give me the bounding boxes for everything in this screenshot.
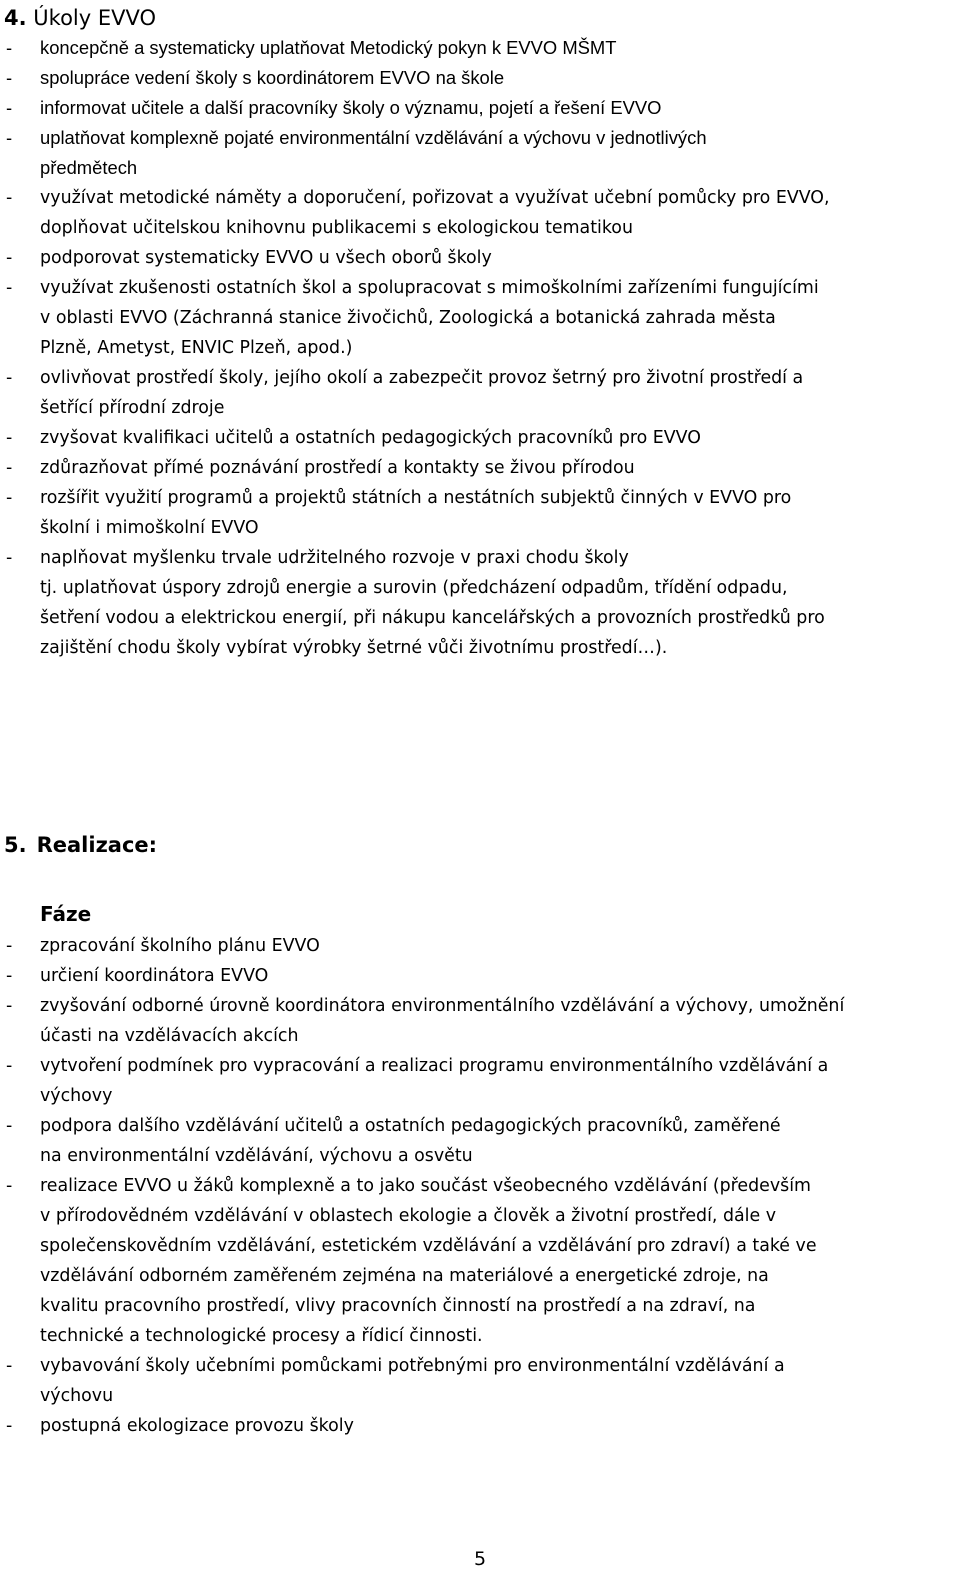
phase-item xyxy=(0,1171,844,1351)
list-item-line: společenskovědním vzdělávání, estetickém vzdělávání a vzdělávání pro zdraví) a také ve xyxy=(40,1236,817,1256)
section-4-title: Úkoly EVVO xyxy=(33,6,157,30)
list-item-line: zpracování školního plánu EVVO xyxy=(40,936,320,956)
list-item-line: zvyšovat kvalifikaci učitelů a ostatních pedagogických pracovníků pro EVVO xyxy=(40,428,701,448)
list-item-line: účasti na vzdělávacích akcích xyxy=(40,1026,299,1046)
list-item-line: šetřící přírodní zdroje xyxy=(40,398,225,418)
phase-item xyxy=(0,1111,844,1171)
list-item-line: postupná ekologizace provozu školy xyxy=(40,1416,354,1436)
list-item-line: kvalitu pracovního prostředí, vlivy pracovních činností na prostředí a na zdraví, na xyxy=(40,1296,756,1316)
list-item-line: předmětech xyxy=(40,157,138,178)
list-item-line: zajištění chodu školy vybírat výrobky šetrné vůči životnímu prostředí…). xyxy=(40,638,668,658)
list-item-line: podpora dalšího vzdělávání učitelů a ostatních pedagogických pracovníků, zaměřené xyxy=(40,1116,781,1136)
list-item-line: využívat metodické náměty a doporučení, pořizovat a využívat učební pomůcky pro EVVO, xyxy=(40,188,830,208)
list-item-line: ovlivňovat prostředí školy, jejího okolí a zabezpečit provoz šetrný pro životní prostředí a xyxy=(40,368,804,388)
bullet-dash: - xyxy=(6,67,13,88)
bullet-dash: - xyxy=(6,368,13,388)
bullet-dash: - xyxy=(6,1356,13,1376)
list-item-line: v přírodovědném vzdělávání v oblastech ekologie a člověk a životní prostředí, dále v xyxy=(40,1206,777,1226)
list-item-line: technické a technologické procesy a řídicí činnosti. xyxy=(40,1326,483,1346)
phase-item xyxy=(0,991,844,1051)
list-item-line: vybavování školy učebními pomůckami potřebnými pro environmentální vzdělávání a xyxy=(40,1356,785,1376)
list-item-line: informovat učitele a další pracovníky školy o významu, pojetí a řešení EVVO xyxy=(40,97,662,118)
section-5-list xyxy=(0,931,844,1441)
bullet-dash: - xyxy=(6,1056,13,1076)
task-item xyxy=(0,273,830,363)
bullet-dash: - xyxy=(6,37,13,58)
list-item-line: Plzně, Ametyst, ENVIC Plzeň, apod.) xyxy=(40,338,353,358)
bullet-dash: - xyxy=(6,428,13,448)
list-item-line: koncepčně a systematicky uplatňovat Metodický pokyn k EVVO MŠMT xyxy=(40,37,617,58)
list-item-line: na environmentální vzdělávání, výchovu a osvětu xyxy=(40,1146,473,1166)
task-item xyxy=(0,483,830,543)
section-4-number: 4. xyxy=(4,6,27,30)
list-item-line: doplňovat učitelskou knihovnu publikacemi s ekologickou tematikou xyxy=(40,218,633,238)
list-item-line: vytvoření podmínek pro vypracování a realizaci programu environmentálního vzdělávání a xyxy=(40,1056,829,1076)
bullet-dash: - xyxy=(6,248,13,268)
bullet-dash: - xyxy=(6,97,13,118)
bullet-dash: - xyxy=(6,488,13,508)
phase-item xyxy=(0,1051,844,1111)
list-item-line: školní i mimoškolní EVVO xyxy=(40,518,259,538)
bullet-dash: - xyxy=(6,188,13,208)
page-number: 5 xyxy=(473,1548,487,1570)
list-item-line: rozšířit využití programů a projektů státních a nestátních subjektů činných v EVVO pro xyxy=(40,488,792,508)
section-4-list xyxy=(0,33,830,663)
list-item-line: určiení koordinátora EVVO xyxy=(40,966,269,986)
list-item-line: využívat zkušenosti ostatních škol a spolupracovat s mimoškolními zařízeními fungujícími xyxy=(40,278,819,298)
bullet-dash: - xyxy=(6,996,13,1016)
list-item-line: zvyšování odborné úrovně koordinátora environmentálního vzdělávání a výchovy, umožnění xyxy=(40,996,845,1016)
bullet-dash: - xyxy=(6,1416,13,1436)
phase-item xyxy=(0,1411,844,1441)
section-5-title: Realizace: xyxy=(36,833,158,857)
list-item-line: zdůrazňovat přímé poznávání prostředí a kontakty se živou přírodou xyxy=(40,458,635,478)
task-item xyxy=(0,453,830,483)
list-item-line: vzdělávání odborném zaměřeném zejména na materiálové a energetické zdroje, na xyxy=(40,1266,769,1286)
bullet-dash: - xyxy=(6,936,13,956)
phase-item xyxy=(0,961,844,991)
task-item xyxy=(0,423,830,453)
task-item xyxy=(0,123,830,183)
list-item-line: uplatňovat komplexně pojaté environmentální vzdělávání a výchovu v jednotlivých xyxy=(40,127,707,148)
task-item xyxy=(0,183,830,243)
list-item-line: realizace EVVO u žáků komplexně a to jako součást všeobecného vzdělávání (především xyxy=(40,1176,811,1196)
list-item-line: podporovat systematicky EVVO u všech oborů školy xyxy=(40,248,492,268)
bullet-dash: - xyxy=(6,966,13,986)
bullet-dash: - xyxy=(6,278,13,298)
phase-subheading: Fáze xyxy=(40,902,92,926)
bullet-dash: - xyxy=(6,127,13,148)
section-5-number: 5. xyxy=(4,833,27,857)
bullet-dash: - xyxy=(6,458,13,478)
list-item-line: naplňovat myšlenku trvale udržitelného rozvoje v praxi chodu školy xyxy=(40,548,629,568)
bullet-dash: - xyxy=(6,548,13,568)
bullet-dash: - xyxy=(6,1116,13,1136)
task-item xyxy=(0,33,830,63)
list-item-line: v oblasti EVVO (Záchranná stanice živočichů, Zoologická a botanická zahrada města xyxy=(40,308,776,328)
task-item xyxy=(0,543,830,663)
bullet-dash: - xyxy=(6,1176,13,1196)
list-item-line: tj. uplatňovat úspory zdrojů energie a surovin (předcházení odpadům, třídění odpadu, xyxy=(40,578,788,598)
list-item-line: šetření vodou a elektrickou energií, při nákupu kancelářských a provozních prostředků pro xyxy=(40,608,825,628)
list-item-line: výchovu xyxy=(40,1386,114,1406)
phase-item xyxy=(0,931,844,961)
task-item xyxy=(0,93,830,123)
section-5-heading xyxy=(4,829,157,861)
list-item-line: spolupráce vedení školy s koordinátorem EVVO na škole xyxy=(40,67,505,88)
task-item xyxy=(0,243,830,273)
task-item xyxy=(0,363,830,423)
section-4-heading xyxy=(4,3,156,33)
list-item-line: výchovy xyxy=(40,1086,113,1106)
task-item xyxy=(0,63,830,93)
phase-item xyxy=(0,1351,844,1411)
